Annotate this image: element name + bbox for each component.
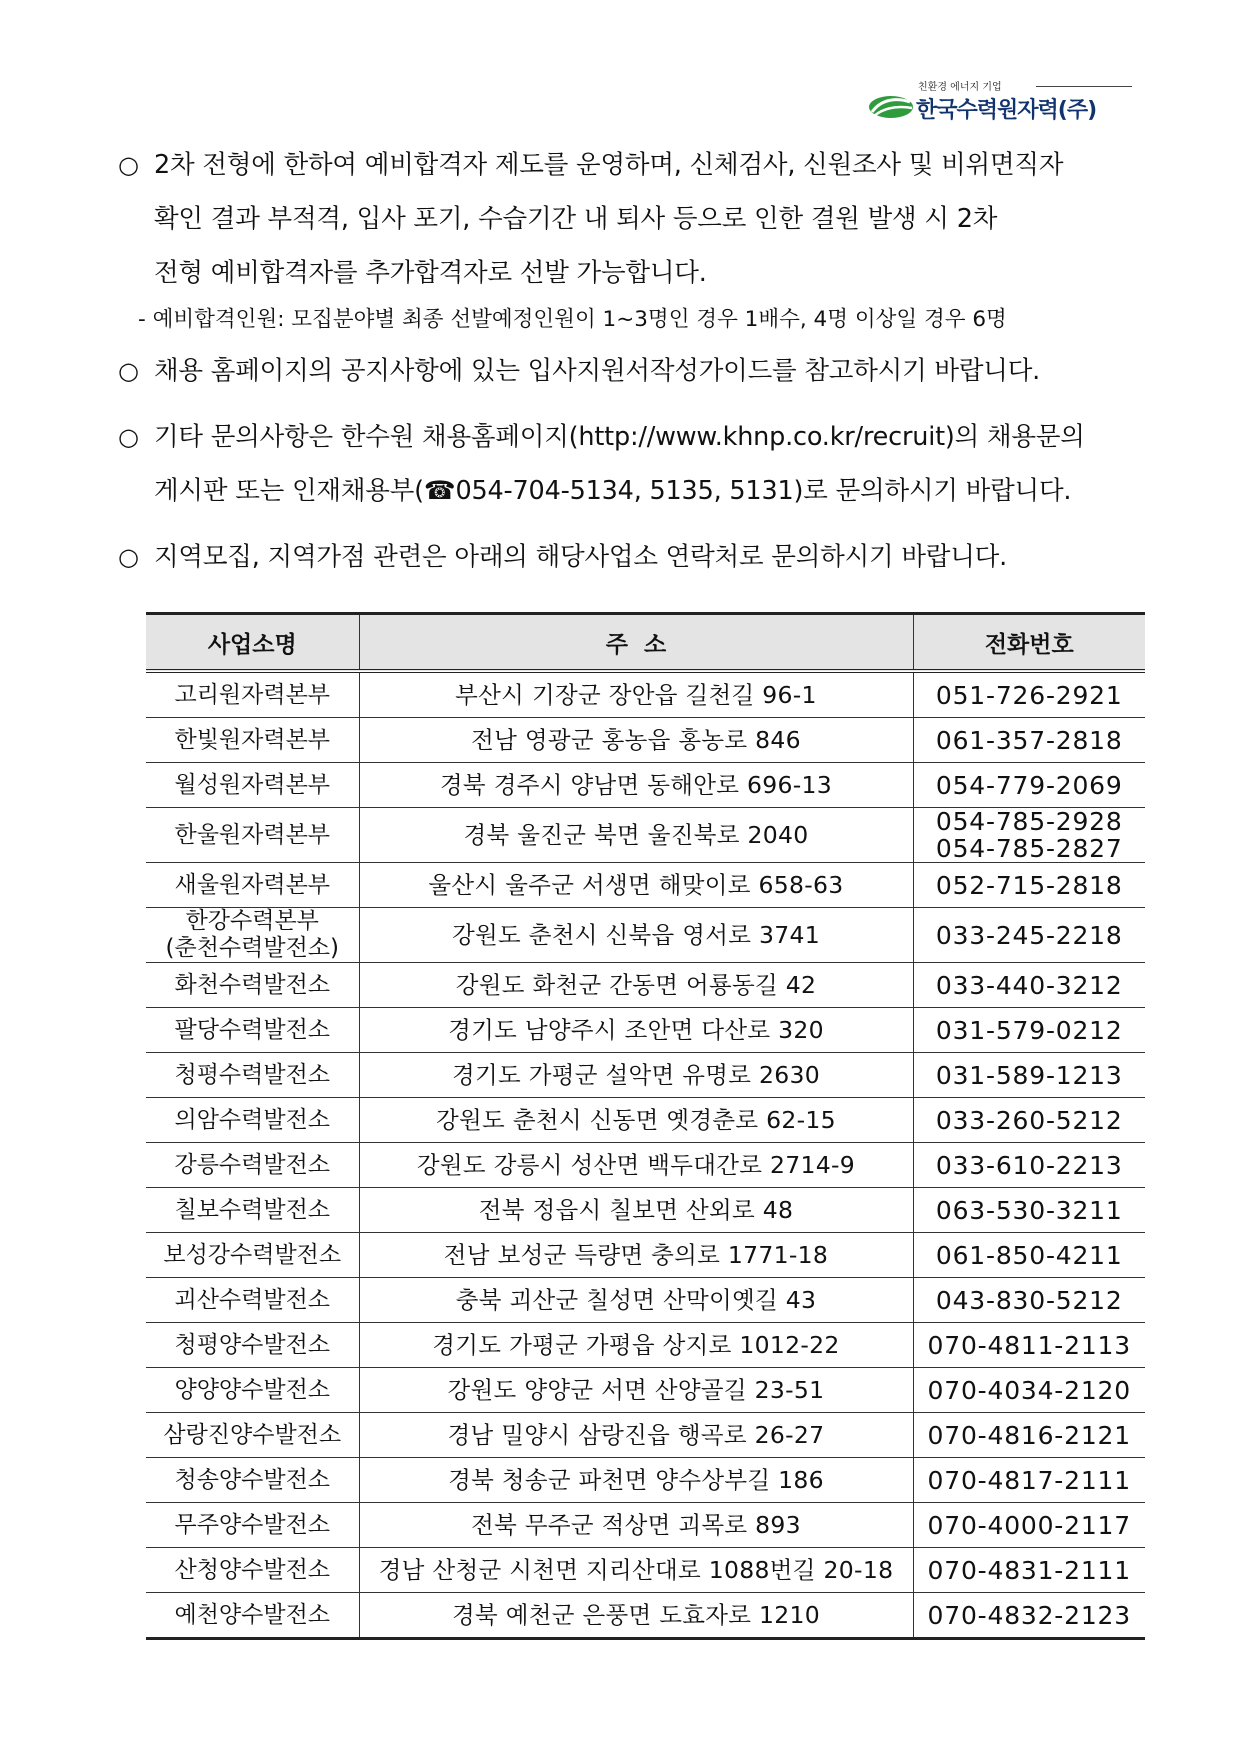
branch-name-cell (146, 1098, 359, 1143)
bullet-line: 확인 결과 부적격, 입사 포기, 수습기간 내 퇴사 등으로 인한 결원 발생 시 2차 (154, 204, 998, 234)
phone-cell (913, 718, 1145, 763)
bullet-line: 2차 전형에 한하여 예비합격자 제도를 운영하며, 신체검사, 신원조사 및 비위면직자 (154, 150, 1064, 180)
branch-name-cell (146, 1278, 359, 1323)
branch-name-cell (146, 963, 359, 1008)
bullet-mark: ○ (118, 357, 139, 385)
phone-cell-line: 033-610-2213 (935, 1150, 1123, 1180)
address-cell: 전남 영광군 홍농읍 홍농로 846 (359, 718, 913, 763)
table-row (146, 1188, 1145, 1233)
branch-name-cell-line: 청송양수발전소 (174, 1466, 331, 1493)
branch-name-cell-line: 고리원자력본부 (174, 681, 331, 708)
branch-name-cell (146, 1593, 359, 1639)
branch-name-cell-line: 산청양수발전소 (174, 1556, 331, 1583)
phone-cell (913, 1008, 1145, 1053)
logo-leaf-icon (868, 94, 914, 120)
branch-name-cell (146, 1458, 359, 1503)
phone-cell (913, 1593, 1145, 1639)
address-cell: 경남 산청군 시천면 지리산대로 1088번길 20-18 (359, 1548, 913, 1593)
branch-name-cell-line: 한빛원자력본부 (174, 726, 331, 753)
phone-cell (913, 1278, 1145, 1323)
address-cell: 울산시 울주군 서생면 해맞이로 658-63 (359, 863, 913, 908)
table-row (146, 1008, 1145, 1053)
header-address: 주 소 (359, 614, 913, 672)
notice-content (118, 138, 1148, 584)
address-cell: 강원도 춘천시 신북읍 영서로 3741 (359, 908, 913, 963)
address-cell: 경남 밀양시 삼랑진읍 행곡로 26-27 (359, 1413, 913, 1458)
bullet-mark: ○ (118, 423, 139, 451)
phone-cell-line: 033-440-3212 (935, 970, 1123, 1000)
bullet-mark: ○ (118, 151, 139, 179)
phone-cell (913, 1188, 1145, 1233)
phone-cell-line: 070-4816-2121 (927, 1420, 1131, 1450)
branch-name-cell (146, 1503, 359, 1548)
address-cell: 강원도 춘천시 신동면 옛경춘로 62-15 (359, 1098, 913, 1143)
branch-name-cell (146, 1413, 359, 1458)
table-row (146, 1593, 1145, 1639)
phone-cell (913, 863, 1145, 908)
table-row (146, 1368, 1145, 1413)
table-row (146, 1278, 1145, 1323)
table-row (146, 1548, 1145, 1593)
notice-bullet-regional (118, 530, 1148, 584)
branch-name-cell-line: 양양양수발전소 (174, 1376, 331, 1403)
phone-cell-line: 043-830-5212 (935, 1285, 1123, 1315)
phone-cell (913, 1503, 1145, 1548)
table-row (146, 863, 1145, 908)
address-cell: 충북 괴산군 칠성면 산막이옛길 43 (359, 1278, 913, 1323)
table-row (146, 808, 1145, 863)
phone-cell-line: 052-715-2818 (935, 870, 1123, 900)
address-cell: 전남 보성군 득량면 충의로 1771-18 (359, 1233, 913, 1278)
table-row (146, 718, 1145, 763)
reserve-count-note: - 예비합격인원: 모집분야별 최종 선발예정인원이 1~3명인 경우 1배수, 4명 이상일 경우 6명 (138, 307, 1007, 332)
phone-cell (913, 1143, 1145, 1188)
phone-cell-line: 031-579-0212 (935, 1015, 1123, 1045)
table-header-row (146, 614, 1145, 672)
address-cell: 경북 예천군 은풍면 도효자로 1210 (359, 1593, 913, 1639)
branch-name-cell (146, 908, 359, 963)
branch-name-cell-line: 화천수력발전소 (174, 971, 331, 998)
address-cell: 부산시 기장군 장안읍 길천길 96-1 (359, 671, 913, 718)
table-row (146, 1233, 1145, 1278)
branch-name-cell-line: 새울원자력본부 (174, 871, 331, 898)
phone-cell-line: 054-785-2827 (935, 834, 1123, 863)
header-phone: 전화번호 (913, 614, 1145, 672)
branch-name-cell-line: 청평양수발전소 (174, 1331, 331, 1358)
branch-name-cell-line: 한울원자력본부 (174, 821, 331, 848)
notice-bullet-inquiry (118, 410, 1148, 518)
phone-cell-line: 033-245-2218 (935, 920, 1123, 950)
phone-cell-line: 070-4034-2120 (927, 1375, 1131, 1405)
bullet-line: 전형 예비합격자를 추가합격자로 선발 가능합니다. (154, 258, 707, 288)
table-row (146, 763, 1145, 808)
phone-cell (913, 671, 1145, 718)
table-row (146, 1503, 1145, 1548)
phone-cell (913, 808, 1145, 863)
phone-cell-line: 063-530-3211 (935, 1195, 1123, 1225)
notice-bullet-reserve (118, 138, 1148, 300)
address-cell: 경북 경주시 양남면 동해안로 696-13 (359, 763, 913, 808)
address-cell: 강원도 화천군 간동면 어룡동길 42 (359, 963, 913, 1008)
bullet-mark: ○ (118, 543, 139, 571)
phone-cell (913, 963, 1145, 1008)
branch-name-cell-line: 한강수력본부 (185, 908, 319, 934)
phone-cell (913, 763, 1145, 808)
address-cell: 경기도 가평군 설악면 유명로 2630 (359, 1053, 913, 1098)
table-row (146, 1053, 1145, 1098)
phone-cell (913, 1413, 1145, 1458)
table-row (146, 1143, 1145, 1188)
branch-name-cell (146, 863, 359, 908)
company-logo (868, 78, 1138, 124)
address-cell: 강원도 양양군 서면 산양골길 23-51 (359, 1368, 913, 1413)
address-cell: 강원도 강릉시 성산면 백두대간로 2714-9 (359, 1143, 913, 1188)
phone-cell-line: 070-4831-2111 (927, 1555, 1131, 1585)
phone-cell (913, 1368, 1145, 1413)
phone-cell (913, 908, 1145, 963)
table-row (146, 1098, 1145, 1143)
branch-name-cell-line: 팔당수력발전소 (174, 1016, 331, 1043)
phone-cell-line: 051-726-2921 (935, 680, 1123, 710)
phone-cell-line: 070-4832-2123 (927, 1600, 1131, 1630)
branch-contact-table (146, 612, 1145, 1640)
phone-cell (913, 1323, 1145, 1368)
phone-cell (913, 1548, 1145, 1593)
table-row (146, 1323, 1145, 1368)
branch-name-cell (146, 1323, 359, 1368)
phone-cell-line: 033-260-5212 (935, 1105, 1123, 1135)
table-row (146, 1458, 1145, 1503)
branch-name-cell (146, 1548, 359, 1593)
address-cell: 경북 울진군 북면 울진북로 2040 (359, 808, 913, 863)
phone-cell-line: 054-785-2928 (935, 807, 1123, 836)
bullet-line: 채용 홈페이지의 공지사항에 있는 입사지원서작성가이드를 참고하시기 바랍니다. (154, 356, 1041, 386)
branch-name-cell-line: 무주양수발전소 (174, 1511, 331, 1538)
phone-cell-line: 070-4817-2111 (927, 1465, 1131, 1495)
phone-cell (913, 1098, 1145, 1143)
table-body (146, 671, 1145, 1639)
branch-name-cell-line: (춘천수력발전소) (165, 935, 339, 961)
phone-cell-line: 070-4811-2113 (927, 1330, 1131, 1360)
logo-company-name: 한국수력원자력(주) (916, 98, 1097, 123)
table-row (146, 671, 1145, 718)
bullet-line: 기타 문의사항은 한수원 채용홈페이지(http://www.khnp.co.kr/recruit)의 채용문의 (154, 422, 1085, 452)
branch-name-cell (146, 1143, 359, 1188)
branch-name-cell-line: 보성강수력발전소 (163, 1241, 342, 1268)
notice-bullet-guide (118, 344, 1148, 398)
phone-cell-line: 061-357-2818 (935, 725, 1123, 755)
phone-cell (913, 1233, 1145, 1278)
table-row (146, 1413, 1145, 1458)
branch-name-cell (146, 1008, 359, 1053)
address-cell: 전북 무주군 적상면 괴목로 893 (359, 1503, 913, 1548)
logo-tagline: 친환경 에너지 기업 (918, 82, 1002, 93)
header-branch-name: 사업소명 (146, 614, 359, 672)
branch-name-cell (146, 1053, 359, 1098)
address-cell: 경북 청송군 파천면 양수상부길 186 (359, 1458, 913, 1503)
branch-name-cell-line: 예천양수발전소 (174, 1601, 331, 1628)
phone-cell (913, 1053, 1145, 1098)
branch-name-cell (146, 1233, 359, 1278)
address-cell: 경기도 남양주시 조안면 다산로 320 (359, 1008, 913, 1053)
branch-name-cell-line: 월성원자력본부 (174, 771, 331, 798)
branch-name-cell-line: 삼랑진양수발전소 (163, 1421, 342, 1448)
bullet-line: 지역모집, 지역가점 관련은 아래의 해당사업소 연락처로 문의하시기 바랍니다. (154, 542, 1008, 572)
branch-name-cell-line: 칠보수력발전소 (174, 1196, 331, 1223)
phone-cell (913, 1458, 1145, 1503)
branch-name-cell (146, 671, 359, 718)
logo-divider (1036, 86, 1132, 87)
branch-name-cell-line: 괴산수력발전소 (174, 1286, 331, 1313)
branch-name-cell (146, 1188, 359, 1233)
branch-name-cell (146, 808, 359, 863)
bullet-line: 게시판 또는 인재채용부(☎054-704-5134, 5135, 5131)로 문의하시기 바랍니다. (154, 476, 1072, 506)
branch-name-cell-line: 의암수력발전소 (174, 1106, 331, 1133)
branch-name-cell-line: 청평수력발전소 (174, 1061, 331, 1088)
phone-cell-line: 054-779-2069 (935, 770, 1123, 800)
branch-name-cell (146, 763, 359, 808)
phone-cell-line: 061-850-4211 (935, 1240, 1123, 1270)
branch-name-cell (146, 718, 359, 763)
branch-name-cell-line: 강릉수력발전소 (174, 1151, 331, 1178)
address-cell: 경기도 가평군 가평읍 상지로 1012-22 (359, 1323, 913, 1368)
table-row (146, 963, 1145, 1008)
address-cell: 전북 정읍시 칠보면 산외로 48 (359, 1188, 913, 1233)
phone-cell-line: 070-4000-2117 (927, 1510, 1131, 1540)
phone-cell-line: 031-589-1213 (935, 1060, 1123, 1090)
table-row (146, 908, 1145, 963)
branch-name-cell (146, 1368, 359, 1413)
